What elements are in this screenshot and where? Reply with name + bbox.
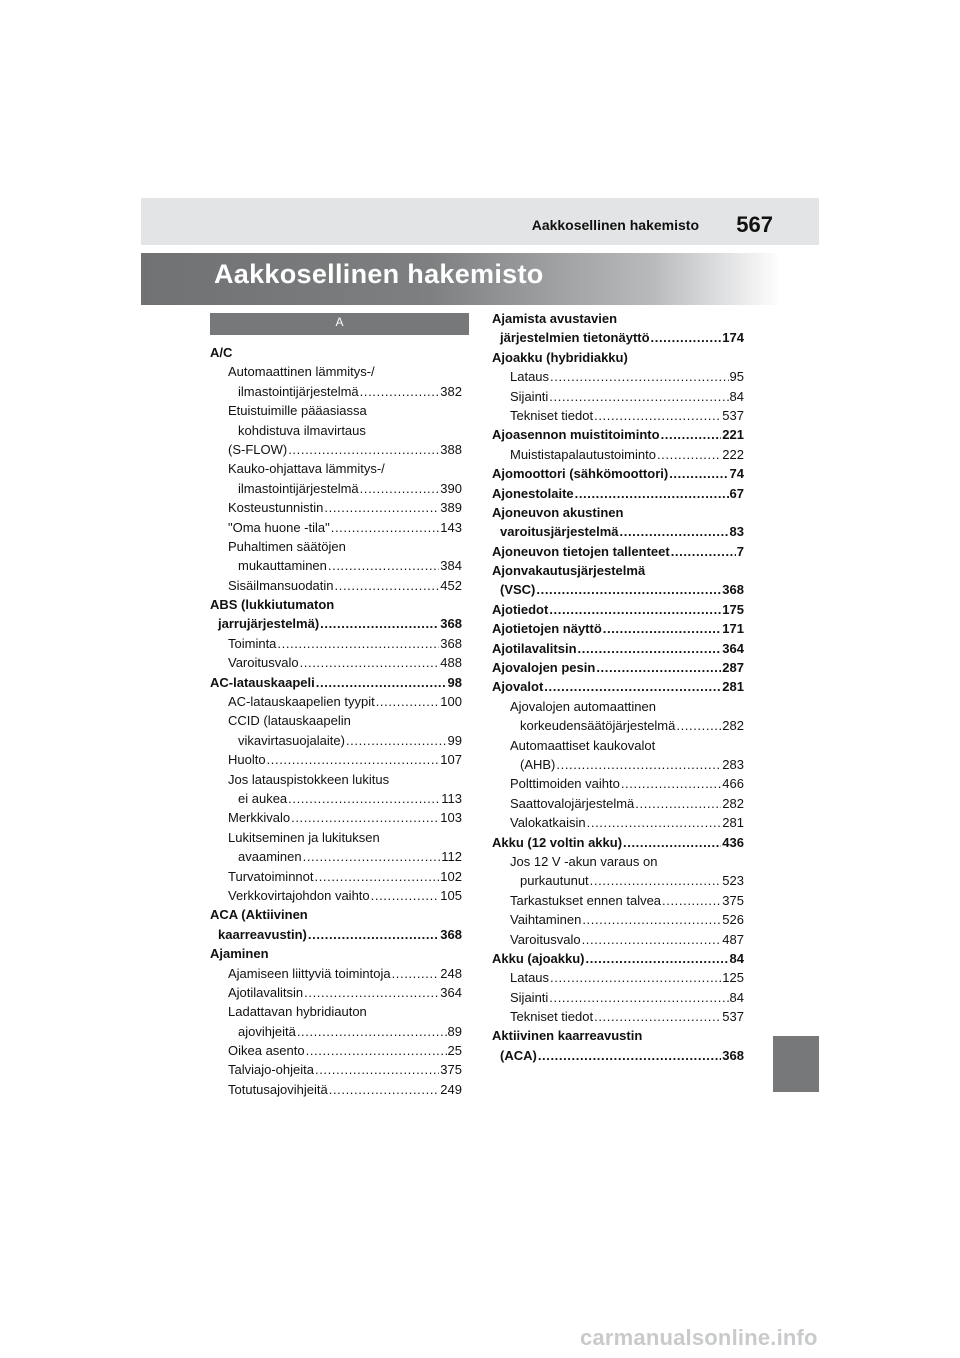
index-entry	[492, 968, 744, 987]
index-entry-text: Varoitusvalo	[228, 655, 299, 671]
index-entry-page[interactable]: 143	[440, 519, 462, 535]
index-entry-text: "Oma huone -tila"	[228, 519, 330, 535]
index-entry	[210, 1022, 462, 1041]
dot-leader	[594, 406, 721, 425]
index-entry	[210, 808, 462, 827]
index-entry	[492, 387, 744, 406]
dot-leader	[578, 639, 722, 658]
index-entry-page[interactable]: 248	[440, 965, 462, 981]
index-entry-text: Akku (12 voltin akku)	[492, 834, 623, 850]
dot-leader	[303, 847, 441, 866]
index-entry-text: CCID (latauskaapelin	[228, 713, 351, 729]
index-entry	[492, 309, 744, 328]
dot-leader	[328, 556, 439, 575]
dot-leader	[556, 755, 721, 774]
letter-heading: A	[210, 313, 469, 335]
dot-leader	[676, 716, 721, 735]
index-entry-text: Ajamiseen liittyviä toimintoja	[228, 965, 391, 981]
index-entry-text: Ajotietojen näyttö	[492, 621, 602, 637]
index-entry	[492, 542, 744, 561]
index-entry-text: Akku (ajoakku)	[492, 950, 585, 966]
index-entry-page[interactable]: 382	[440, 383, 462, 399]
index-entry	[210, 750, 462, 769]
dot-leader	[587, 813, 722, 832]
index-entry	[210, 479, 462, 498]
index-entry	[492, 561, 744, 580]
index-entry	[492, 774, 744, 793]
index-entry-page[interactable]: 67	[729, 485, 744, 501]
index-entry-text: Ajotilavalitsin	[228, 984, 304, 1000]
index-entry-text: Oikea asento	[228, 1043, 305, 1059]
index-entry	[210, 440, 462, 459]
index-entry	[492, 445, 744, 464]
index-entry-page[interactable]: 174	[722, 330, 744, 346]
index-entry-page[interactable]: 283	[722, 756, 744, 772]
dot-leader	[376, 692, 440, 711]
index-entry-page[interactable]: 384	[440, 558, 462, 574]
index-entry	[210, 537, 462, 556]
index-entry-page[interactable]: 98	[447, 674, 462, 690]
dot-leader	[582, 910, 721, 929]
index-entry-text: Ajovalojen automaattinen	[510, 698, 656, 714]
index-entry-text: Aktiivinen kaarreavustin	[492, 1028, 643, 1044]
index-entry	[492, 910, 744, 929]
index-entry-text: Kosteustunnistin	[228, 500, 324, 516]
index-entry	[210, 343, 462, 362]
index-entry-page[interactable]: 537	[722, 407, 744, 423]
index-entry-text: ilmastointijärjestelmä	[238, 480, 359, 496]
dot-leader	[288, 440, 439, 459]
index-entry-text: varoitusjärjestelmä	[500, 524, 619, 540]
index-entry-text: purkautunut	[520, 873, 589, 889]
index-entry-page[interactable]: 249	[440, 1081, 462, 1097]
index-entry-text: mukauttaminen	[238, 558, 327, 574]
index-entry	[492, 367, 744, 386]
index-entry-page[interactable]: 25	[447, 1043, 462, 1059]
dot-leader	[661, 425, 722, 444]
dot-leader	[596, 658, 721, 677]
dot-leader	[590, 871, 722, 890]
dot-leader	[346, 731, 447, 750]
index-entry-text: Ajotiedot	[492, 601, 549, 617]
index-entry	[492, 988, 744, 1007]
dot-leader	[315, 867, 440, 886]
index-entry-page[interactable]: 95	[729, 369, 744, 385]
index-entry	[492, 600, 744, 619]
index-entry-text: AC-latauskaapelien tyypit	[228, 694, 375, 710]
page-number: 567	[736, 212, 773, 237]
dot-leader	[277, 634, 439, 653]
index-entry	[210, 634, 462, 653]
index-entry	[492, 425, 744, 444]
index-entry-text: Puhaltimen säätöjen	[228, 538, 346, 554]
watermark: carmanualsonline.info	[580, 1325, 818, 1350]
dot-leader	[550, 968, 721, 987]
index-entry-text: ajovihjeitä	[238, 1023, 296, 1039]
index-entry	[492, 852, 744, 871]
index-entry-page[interactable]: 466	[722, 776, 744, 792]
dot-leader	[585, 949, 728, 968]
index-entry	[492, 813, 744, 832]
index-entry-text: Ladattavan hybridiauton	[228, 1004, 367, 1020]
dot-leader	[623, 833, 721, 852]
index-entry	[492, 833, 744, 852]
index-entry-page[interactable]: 282	[722, 718, 744, 734]
index-entry-page[interactable]: 537	[722, 1009, 744, 1025]
index-entry	[210, 556, 462, 575]
index-entry-text: Tekniset tiedot	[510, 407, 594, 423]
index-side-tab	[773, 1036, 819, 1092]
index-entry-text: A/C	[210, 345, 233, 360]
index-entry	[210, 692, 462, 711]
dot-leader	[320, 614, 439, 633]
index-entry-page[interactable]: 436	[722, 834, 744, 850]
index-entry-text: Lukitseminen ja lukituksen	[228, 829, 380, 845]
index-entry-text: vikavirtasuojalaite)	[238, 732, 345, 748]
index-entry-text: kohdistuva ilmavirtaus	[238, 422, 366, 438]
index-entry-text: Etuistuimille pääasiassa	[228, 403, 367, 419]
index-entry-page[interactable]: 487	[722, 931, 744, 947]
index-entry-text: ei aukea	[238, 790, 288, 806]
index-entry-page[interactable]: 103	[440, 810, 462, 826]
index-entry-page[interactable]: 99	[447, 732, 462, 748]
index-entry-page[interactable]: 175	[722, 601, 744, 617]
index-entry-text: Kauko-ohjattava lämmitys-/	[228, 461, 385, 477]
dot-leader	[371, 886, 440, 905]
index-entry-text: korkeudensäätöjärjestelmä	[520, 718, 676, 734]
index-entry	[492, 328, 744, 347]
index-entry	[210, 518, 462, 537]
index-entry-text: Ajonestolaite	[492, 485, 574, 501]
index-entry-text: Ajovalojen pesin	[492, 660, 596, 676]
index-entry-page[interactable]: 368	[722, 582, 744, 598]
index-entry	[210, 964, 462, 983]
index-entry-page[interactable]: 388	[440, 441, 462, 457]
index-entry-page[interactable]: 102	[440, 868, 462, 884]
index-entry-text: Verkkovirtajohdon vaihto	[228, 887, 370, 903]
index-entry	[210, 498, 462, 517]
index-entry	[210, 421, 462, 440]
index-entry-page[interactable]: 74	[729, 466, 744, 482]
index-entry-text: Sisäilmansuodatin	[228, 577, 334, 593]
page-header	[141, 198, 819, 245]
dot-leader	[582, 930, 722, 949]
index-entry-text: (ACA)	[500, 1047, 537, 1063]
index-entry	[492, 1046, 744, 1065]
dot-leader	[536, 580, 721, 599]
index-entry-text: Tekniset tiedot	[510, 1009, 594, 1025]
index-entry	[492, 891, 744, 910]
index-entry-page[interactable]: 83	[729, 524, 744, 540]
index-entry	[492, 755, 744, 774]
index-entry	[210, 711, 462, 730]
index-entry-text: Sijainti	[510, 388, 549, 404]
index-entry	[210, 362, 462, 381]
index-entry	[492, 794, 744, 813]
index-entry	[492, 484, 744, 503]
index-entry-text: Ajotilavalitsin	[492, 640, 577, 656]
index-entry	[492, 639, 744, 658]
index-entry-page[interactable]: 488	[440, 655, 462, 671]
dot-leader	[621, 774, 721, 793]
dot-leader	[544, 677, 721, 696]
index-entry-page[interactable]: 100	[440, 694, 462, 710]
index-entry	[210, 983, 462, 1002]
dot-leader	[291, 808, 439, 827]
index-entry-page[interactable]: 364	[722, 640, 744, 656]
index-entry-page[interactable]: 523	[722, 873, 744, 889]
index-entry	[492, 658, 744, 677]
index-entry	[492, 677, 744, 696]
dot-leader	[620, 522, 729, 541]
index-entry-page[interactable]: 222	[722, 446, 744, 462]
index-entry-text: ABS (lukkiutumaton	[210, 597, 335, 613]
index-entry-page[interactable]: 368	[440, 635, 462, 651]
index-entry	[210, 459, 462, 478]
index-entry-text: Tarkastukset ennen talvea	[510, 892, 662, 908]
dot-leader	[603, 619, 722, 638]
index-entry	[210, 673, 462, 692]
index-entry-page[interactable]: 84	[729, 950, 744, 966]
dot-leader	[594, 1007, 721, 1026]
dot-leader	[392, 964, 440, 983]
index-entry	[210, 1080, 462, 1099]
index-entry	[210, 905, 462, 924]
index-entry-page[interactable]: 368	[440, 616, 462, 632]
index-entry	[492, 736, 744, 755]
dot-leader	[331, 518, 440, 537]
dot-leader	[662, 891, 721, 910]
dot-leader	[324, 498, 439, 517]
dot-leader	[308, 925, 439, 944]
index-entry	[210, 576, 462, 595]
index-entry	[492, 464, 744, 483]
index-entry	[210, 731, 462, 750]
index-entry-page[interactable]: 364	[440, 984, 462, 1000]
index-entry-page[interactable]: 7	[736, 543, 744, 559]
index-entry-page[interactable]: 281	[722, 679, 744, 695]
dot-leader	[329, 1080, 440, 1099]
index-entry-text: Ajoneuvon akustinen	[492, 504, 624, 520]
dot-leader	[651, 328, 722, 347]
index-entry-text: Ajaminen	[210, 946, 269, 962]
index-entry	[210, 828, 462, 847]
index-entry-text: Talviajo-ohjeita	[228, 1062, 314, 1078]
index-entry-page[interactable]: 368	[722, 1047, 744, 1063]
dot-leader	[360, 479, 440, 498]
index-entry-text: kaarreavustin)	[218, 926, 307, 942]
dot-leader	[288, 789, 440, 808]
index-entry	[210, 789, 462, 808]
index-entry-text: Valokatkaisin	[510, 815, 586, 831]
dot-leader	[549, 600, 721, 619]
index-entry-page[interactable]: 221	[722, 427, 744, 443]
index-entry-page[interactable]: 125	[722, 970, 744, 986]
index-entry	[210, 382, 462, 401]
index-entry-page[interactable]: 281	[722, 815, 744, 831]
index-entry	[210, 886, 462, 905]
index-entry-text: Ajoakku (hybridiakku)	[492, 349, 628, 365]
dot-leader	[315, 1060, 439, 1079]
dot-leader	[549, 387, 728, 406]
index-entry	[492, 1007, 744, 1026]
dot-leader	[669, 464, 728, 483]
dot-leader	[360, 382, 440, 401]
title-banner	[141, 253, 781, 305]
dot-leader	[297, 1022, 447, 1041]
index-entry-page[interactable]: 171	[722, 621, 744, 637]
index-entry-page[interactable]: 389	[440, 500, 462, 516]
index-entry	[492, 949, 744, 968]
dot-leader	[575, 484, 729, 503]
dot-leader	[300, 653, 440, 672]
index-entry-text: ilmastointijärjestelmä	[238, 383, 359, 399]
index-entry-text: jarrujärjestelmä)	[218, 616, 320, 632]
index-entry-text: Automaattiset kaukovalot	[510, 737, 656, 753]
dot-leader	[635, 794, 721, 813]
index-entry-text: AC-latauskaapeli	[210, 674, 315, 690]
index-entry	[210, 944, 462, 963]
index-entry-page[interactable]: 84	[729, 989, 744, 1005]
index-entry-text: Polttimoiden vaihto	[510, 776, 620, 792]
index-entry-page[interactable]: 282	[722, 795, 744, 811]
index-entry-text: Totutusajovihjeitä	[228, 1081, 328, 1097]
index-entry-page[interactable]: 89	[447, 1023, 462, 1039]
index-entry	[210, 1002, 462, 1021]
index-entry-page[interactable]: 84	[729, 388, 744, 404]
dot-leader	[267, 750, 440, 769]
index-entry	[492, 930, 744, 949]
dot-leader	[550, 367, 728, 386]
index-entry-page[interactable]: 452	[440, 577, 462, 593]
index-entry-page[interactable]: 105	[440, 887, 462, 903]
index-entry	[492, 503, 744, 522]
index-entry-text: Automaattinen lämmitys-/	[228, 364, 375, 380]
index-entry-text: Ajovalot	[492, 679, 544, 695]
dot-leader	[335, 576, 440, 595]
index-entry-text: (S-FLOW)	[228, 441, 288, 457]
page-title: Aakkosellinen hakemisto	[214, 259, 544, 289]
index-entry-text: Ajamista avustavien	[492, 311, 618, 326]
index-entry-text: Jos latauspistokkeen lukitus	[228, 771, 390, 787]
index-entry-page[interactable]: 375	[722, 892, 744, 908]
index-entry-page[interactable]: 375	[440, 1062, 462, 1078]
index-entry-text: Sijainti	[510, 989, 549, 1005]
dot-leader	[538, 1046, 721, 1065]
index-entry-page[interactable]: 390	[440, 480, 462, 496]
index-entry-text: Merkkivalo	[228, 810, 291, 826]
index-entry-text: (AHB)	[520, 756, 556, 772]
index-entry	[492, 619, 744, 638]
index-entry-page[interactable]: 526	[722, 912, 744, 928]
index-entry	[210, 770, 462, 789]
index-entry-text: Saattovalojärjestelmä	[510, 795, 635, 811]
index-entry-page[interactable]: 287	[722, 660, 744, 676]
index-entry	[210, 925, 462, 944]
index-entry	[210, 867, 462, 886]
index-entry-text: Muististapalautustoiminto	[510, 446, 656, 462]
index-entry-text: ACA (Aktiivinen	[210, 907, 308, 923]
dot-leader	[304, 983, 439, 1002]
index-entry-text: Ajonvakautusjärjestelmä	[492, 563, 646, 579]
index-entry-text: järjestelmien tietonäyttö	[500, 330, 650, 346]
index-entry-text: avaaminen	[238, 849, 302, 865]
index-entry-text: Huolto	[228, 752, 266, 768]
index-entry	[210, 847, 462, 866]
dot-leader	[657, 445, 721, 464]
dot-leader	[306, 1041, 447, 1060]
index-entry-text: Lataus	[510, 970, 550, 986]
index-entry-text: Varoitusvalo	[510, 931, 581, 947]
index-entry	[492, 348, 744, 367]
index-entry	[492, 522, 744, 541]
index-entry	[210, 653, 462, 672]
index-entry-page[interactable]: 113	[441, 790, 462, 806]
index-entry-page[interactable]: 368	[440, 926, 462, 942]
dot-leader	[316, 673, 447, 692]
dot-leader	[549, 988, 728, 1007]
index-entry	[492, 1026, 744, 1045]
index-entry-text: Turvatoiminnot	[228, 868, 314, 884]
index-entry	[492, 716, 744, 735]
index-entry-text: (VSC)	[500, 582, 536, 598]
index-entry-text: Vaihtaminen	[510, 912, 582, 928]
index-entry	[210, 401, 462, 420]
index-entry-text: Ajoneuvon tietojen tallenteet	[492, 543, 670, 559]
index-entry	[492, 406, 744, 425]
index-entry-page[interactable]: 112	[441, 849, 462, 865]
index-entry	[210, 1060, 462, 1079]
index-entry-text: Toiminta	[228, 635, 277, 651]
index-entry-page[interactable]: 107	[440, 752, 462, 768]
index-entry-text: Lataus	[510, 369, 550, 385]
index-entry	[492, 871, 744, 890]
index-column-right	[492, 309, 744, 1065]
index-entry-text: Ajoasennon muistitoiminto	[492, 427, 660, 443]
index-entry	[210, 1041, 462, 1060]
index-entry-text: Jos 12 V -akun varaus on	[510, 853, 658, 869]
index-entry	[492, 697, 744, 716]
section-name: Aakkosellinen hakemisto	[531, 217, 699, 233]
dot-leader	[671, 542, 736, 561]
index-entry	[492, 580, 744, 599]
index-entry-text: Ajomoottori (sähkömoottori)	[492, 466, 669, 482]
index-entry	[210, 595, 462, 614]
index-column-left	[210, 343, 462, 1099]
index-entry	[210, 614, 462, 633]
